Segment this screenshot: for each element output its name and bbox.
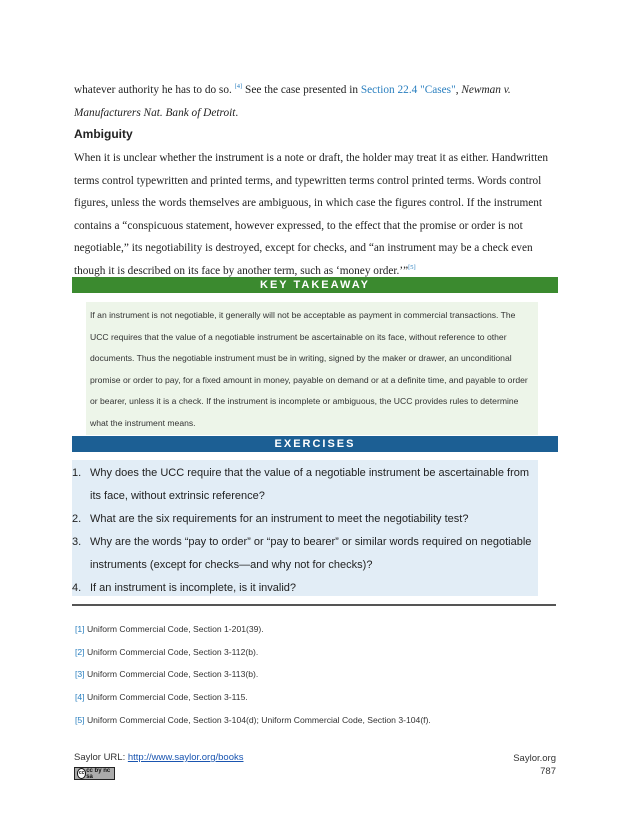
section-link[interactable]: Section 22.4 "Cases" — [360, 84, 456, 96]
cc-circle-icon: cc — [77, 768, 86, 779]
exercise-item — [70, 577, 540, 600]
footnote-number[interactable]: [4] — [75, 692, 85, 703]
exercises-title: EXERCISES — [72, 436, 558, 452]
exercises-list — [70, 462, 540, 600]
cc-license-icon — [74, 767, 115, 780]
exercise-text: Why are the words “pay to order” or “pay to bearer” or similar words required on negotiable instruments (except for checks—and why not for checks)? — [90, 536, 532, 571]
exercise-text: If an instrument is incomplete, is it invalid? — [90, 582, 297, 594]
exercise-number: 1. — [72, 467, 82, 479]
footnote-text: Uniform Commercial Code, Section 3-113(b). — [84, 669, 259, 680]
key-takeaway-text: If an instrument is not negotiable, it generally will not be acceptable as payment in commercial transactions. The UCC requires that the value of a negotiable instrument be ascertainable on its face, without reference to other documents. Thus the negotiable instrument must be in writing, signed by the maker or drawer, an unconditional promise or order to pay, for a fixed amount in money, payable on demand or at a definite time, and payable to order or bearer, unless it is a check. If the instrument is incomplete or ambiguous, the UCC provides rules to determine what the instrument means. — [90, 310, 528, 428]
page-number: 787 — [540, 766, 556, 777]
intro-text-comma: , — [455, 84, 462, 96]
license-badge-text: cc by nc sa — [86, 767, 111, 780]
intro-text-mid: See the case presented in — [242, 84, 361, 96]
footnote-number[interactable]: [1] — [75, 624, 85, 634]
footnote-item — [75, 686, 431, 709]
intro-text: whatever authority he has to do so. — [74, 84, 235, 96]
footnote-number[interactable]: [3] — [75, 669, 85, 680]
footnotes — [75, 618, 431, 732]
exercise-text: What are the six requirements for an instrument to meet the negotiability test? — [90, 513, 469, 525]
footnote-item — [75, 641, 431, 664]
saylor-url-link[interactable]: http://www.saylor.org/books — [127, 752, 244, 763]
footnote-item — [75, 618, 431, 641]
footnote-number[interactable]: [5] — [75, 714, 85, 725]
exercise-number: 4. — [72, 582, 82, 594]
footnote-text: Uniform Commercial Code, Section 3-115. — [84, 692, 248, 703]
exercise-item — [70, 508, 540, 531]
key-takeaway-title: KEY TAKEAWAY — [72, 277, 558, 293]
intro-paragraph — [74, 79, 560, 124]
footnote-number[interactable]: [2] — [75, 646, 85, 657]
footer-saylor-url — [74, 752, 244, 763]
exercise-number: 3. — [72, 536, 82, 548]
exercise-item — [70, 531, 540, 577]
footnote-text: Uniform Commercial Code, Section 3-112(b). — [84, 646, 259, 657]
footnote-item — [75, 709, 431, 732]
exercise-number: 2. — [72, 513, 82, 525]
ambiguity-heading: Ambiguity — [74, 127, 133, 141]
exercise-text: Why does the UCC require that the value of a negotiable instrument be ascertainable from its face, without extrinsic reference? — [90, 467, 530, 502]
footer-page-info — [513, 752, 556, 778]
footnote-item — [75, 663, 431, 686]
footnote-ref-4[interactable]: [4] — [234, 83, 243, 91]
case-name: Newman v. Manufacturers Nat. Bank of Detroit — [74, 84, 511, 119]
footnote-ref-5[interactable]: [5] — [408, 264, 416, 272]
footer-site: Saylor.org — [513, 753, 556, 764]
ambiguity-paragraph — [74, 147, 560, 283]
footnote-text: Uniform Commercial Code, Section 3-104(d); Uniform Commercial Code, Section 3-104(f). — [84, 714, 431, 725]
exercise-item — [70, 462, 540, 508]
intro-text-end: . — [235, 106, 239, 119]
footnote-separator — [72, 604, 556, 606]
footnote-text: Uniform Commercial Code, Section 1-201(39). — [84, 624, 264, 634]
saylor-url-label: Saylor URL: — [74, 752, 128, 763]
ambiguity-text: When it is unclear whether the instrument is a note or draft, the holder may treat it as either. Handwritten terms control typewritten and printed terms, and typewritten terms control printed terms. Words control figures, unless the words themselves are ambiguous, in which case the figures control. If the instrument contains a “conspicuous statement, however expressed, to the effect that the promise or order is not negotiable,” its negotiability is destroyed, except for checks, and “an instrument may be a check even though it is described on its face by another term, such as ‘money order.’” — [74, 152, 549, 277]
